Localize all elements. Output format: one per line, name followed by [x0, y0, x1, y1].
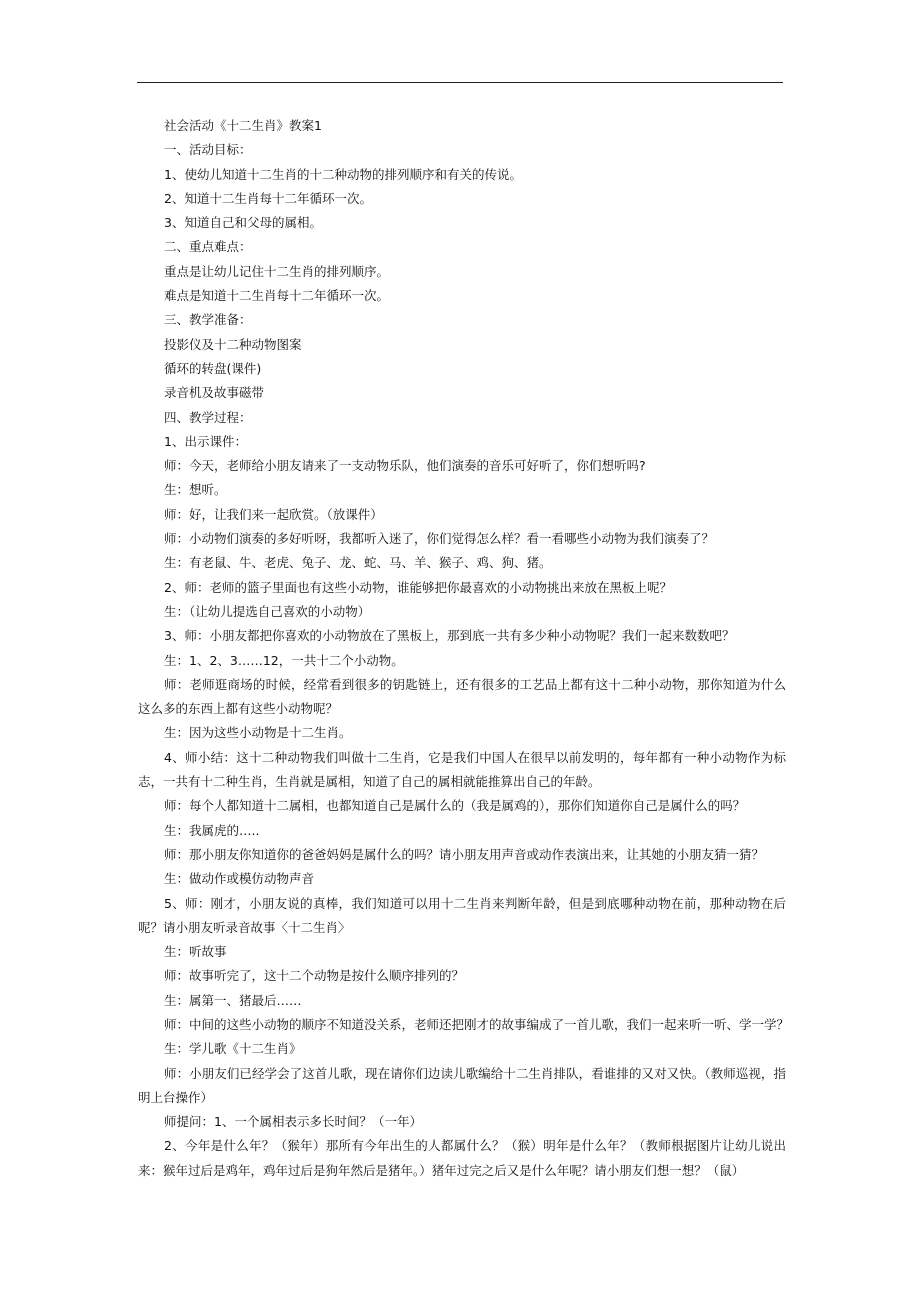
- process-step: 2、师：老师的篮子里面也有这些小动物，谁能够把你最喜欢的小动物挑出来放在黑板上呢？: [164, 579, 672, 595]
- preparation-item: 投影仪及十二种动物图案: [164, 336, 302, 352]
- dialogue-line: 生：做动作或模仿动物声音: [164, 871, 315, 887]
- dialogue-line: 师：中间的这些小动物的顺序不知道没关系，老师还把刚才的故事编成了一首儿歌，我们一起来听一听、学一学？: [164, 1016, 790, 1032]
- dialogue-line: 生：因为这些小动物是十二生肖。: [164, 725, 352, 741]
- dialogue-line: 生：学儿歌《十二生肖》: [164, 1041, 302, 1057]
- dialogue-line: 生：属第一、猪最后……: [164, 992, 302, 1008]
- dialogue-paragraph: 师：老师逛商场的时候，经常看到很多的钥匙链上，还有很多的工艺品上都有这十二种小动物，那你知道为什么这么多的东西上都有这些小动物呢？: [138, 676, 786, 717]
- doc-title: 社会活动《十二生肖》教案1: [164, 118, 322, 133]
- document-body: [138, 114, 790, 1183]
- dialogue-line: 生：（让幼儿提选自己喜欢的小动物）: [164, 603, 371, 619]
- section-heading-process: 四、教学过程：: [164, 409, 252, 425]
- dialogue-line: 生：我属虎的…..: [164, 822, 260, 838]
- section-heading-preparation: 三、教学准备：: [164, 312, 252, 328]
- dialogue-line: 师：每个人都知道十二属相，也都知道自己是属什么的（我是属鸡的），那你们知道你自己是属什么的吗？: [164, 798, 746, 814]
- section-heading-objectives: 一、活动目标：: [164, 142, 252, 158]
- process-step: 5、师：刚才，小朋友说的真棒，我们知道可以用十二生肖来判断年龄，但是到底哪种动物在前，那种动物在后呢？请小朋友听录音故事〈十二生肖〉: [138, 895, 786, 935]
- dialogue-line: 师：好，让我们来一起欣赏。（放课件）: [164, 506, 383, 522]
- dialogue-line: 师：那小朋友你知道你的爸爸妈妈是属什么的吗？请小朋友用声音或动作表演出来，让其她的小朋友猜一猜？: [164, 846, 765, 862]
- objective-item: 1、使幼儿知道十二生肖的十二种动物的排列顺序和有关的传说。: [164, 166, 522, 182]
- objective-item: 2、知道十二生肖每十二年循环一次。: [164, 190, 372, 206]
- teacher-question: 师提问：1、一个属相表示多长时间？（一年）: [164, 1114, 422, 1130]
- difficult-point: 难点是知道十二生肖每十二年循环一次。: [164, 288, 390, 304]
- preparation-item: 录音机及故事磁带: [164, 385, 265, 401]
- section-heading-key-points: 二、重点难点：: [164, 239, 252, 255]
- dialogue-line: 生：听故事: [164, 944, 227, 960]
- teacher-question: 2、今年是什么年？（猴年）那所有今年出生的人都属什么？（猴）明年是什么年？（教师根据图片让幼儿说出来：猴年过后是鸡年，鸡年过后是狗年然后是猪年。）猪年过完之后又是什么年呢？请小朋友们想一想？（鼠）: [138, 1138, 786, 1178]
- process-step-summary: 4、师小结：这十二种动物我们叫做十二生肖，它是我们中国人在很早以前发明的，每年都有一种小动物作为标志，一共有十二种生肖，生肖就是属相，知道了自己的属相就能推算出自己的年龄。: [138, 749, 786, 790]
- dialogue-line: 生：有老鼠、牛、老虎、兔子、龙、蛇、马、羊、猴子、鸡、狗、猪。: [164, 555, 552, 571]
- dialogue-line: 师：今天，老师给小朋友请来了一支动物乐队，他们演奏的音乐可好听了，你们想听吗?: [164, 458, 646, 474]
- objective-item: 3、知道自己和父母的属相。: [164, 215, 322, 231]
- preparation-item: 循环的转盘(课件): [164, 360, 262, 376]
- process-step: 1、出示课件：: [164, 433, 247, 449]
- header-divider: [137, 82, 783, 83]
- dialogue-paragraph: 师：小朋友们已经学会了这首儿歌，现在请你们边读儿歌编给十二生肖排队，看谁排的又对又快。（教师巡视，指明上台操作）: [138, 1065, 786, 1105]
- dialogue-line: 师：小动物们演奏的多好听呀，我都听入迷了，你们觉得怎么样？看一看哪些小动物为我们演奏了？: [164, 531, 715, 547]
- process-step: 3、师：小朋友都把你喜欢的小动物放在了黑板上，那到底一共有多少种小动物呢？我们一起来数数吧？: [164, 628, 735, 644]
- dialogue-line: 生：1、2、3……12，一共十二个小动物。: [164, 652, 404, 668]
- key-point: 重点是让幼儿记住十二生肖的排列顺序。: [164, 263, 390, 279]
- dialogue-line: 生：想听。: [164, 482, 227, 498]
- dialogue-line: 师：故事听完了，这十二个动物是按什么顺序排列的？: [164, 968, 465, 984]
